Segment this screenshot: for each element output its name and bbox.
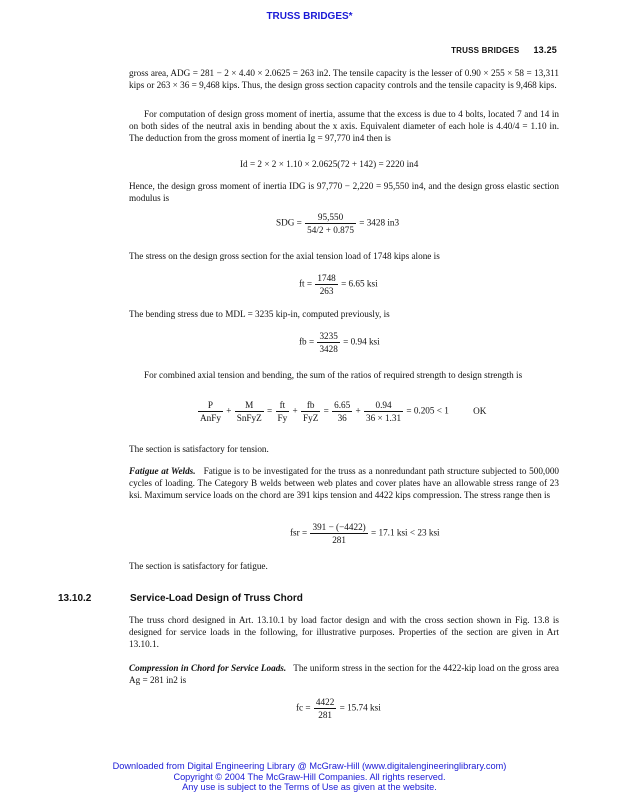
eq-rhs: = 15.74 ksi	[339, 702, 381, 713]
denominator: SnFyZ	[236, 413, 262, 423]
footer-terms-link[interactable]: Any use is subject to the Terms of Use as given at the website.	[182, 782, 437, 792]
numerator: 95,550	[305, 212, 356, 224]
paragraph-gross-area: gross area, ADG = 281 − 2 × 4.40 × 2.0625 = 263 in2. The tensile capacity is the lesser of 0.90 × 255 × 58 = 13,311 kips or 263 × 36 = 9,468 kips. Thus, the design gross section capacity controls and the tensile capacity is 9,468 kips.	[129, 68, 559, 91]
numerator: 4422	[315, 697, 335, 707]
numerator: 391 − (−4422)	[312, 522, 366, 532]
numerator: ft	[276, 400, 290, 412]
fraction	[276, 400, 290, 423]
eq-rhs: = 0.94 ksi	[343, 336, 380, 347]
paragraph-combined: For combined axial tension and bending, the sum of the ratios of required strength to design strength is	[144, 370, 523, 380]
equation-interaction: $\frac{P}{\text{AnFy}}$ + $\frac{M}{\text{SnFyZ}}$ = $\frac{ft}{Fy}$ + $\frac{fb}{\text{FyZ}}$ = $\frac{6.65}{36}$ + $\frac{0.94}{36 \times 1.31}$ = 0.205 < 1 OK	[200, 400, 487, 423]
fraction	[315, 273, 337, 296]
runin-heading: Compression in Chord for Service Loads.	[129, 663, 287, 673]
denominator: 281	[318, 710, 332, 720]
book-title: TRUSS BRIDGES*	[266, 11, 353, 22]
denominator: 54/2 + 0.875	[307, 225, 354, 235]
footer-copyright: Copyright © 2004 The McGraw-Hill Companies. All rights reserved.	[173, 771, 446, 782]
fraction	[310, 522, 367, 545]
fraction	[314, 697, 336, 720]
numerator: 0.94	[364, 400, 403, 412]
equation-fc	[296, 697, 381, 720]
paragraph-compression	[129, 662, 559, 686]
eq-lhs: fc =	[296, 702, 311, 713]
numerator: 3235	[319, 331, 338, 341]
denominator: 36	[337, 413, 347, 423]
numerator: P	[198, 400, 223, 412]
section-title: Service-Load Design of Truss Chord	[130, 593, 303, 604]
ok-label: OK	[473, 405, 487, 416]
numerator: fb	[301, 400, 320, 412]
denominator: 3428	[319, 344, 338, 354]
eq-rhs: = 3428 in3	[359, 217, 400, 228]
footer	[0, 761, 619, 793]
equation-id: Id = 2 × 2 × 1.10 × 2.0625(72 + 142) = 2220 in4	[240, 159, 419, 169]
fraction	[332, 400, 352, 423]
equation-fb	[299, 331, 380, 354]
eq-result: = 0.205 < 1	[406, 405, 449, 416]
fraction	[305, 212, 356, 235]
equation-fsr	[290, 522, 440, 545]
fraction	[364, 400, 403, 423]
paragraph-text: Fatigue is to be investigated for the truss as a nonredundant path structure subjected to 500,000 cycles of loading. The Category B welds between web plates and cover plates have an allowable stress range of 23 ksi. Maximum service loads on the chord are 391 kips tension and 4422 kips compression. The stress range then is	[129, 466, 560, 501]
eq-lhs: fsr =	[290, 527, 308, 538]
paragraph-tension-ok: The section is satisfactory for tension.	[129, 444, 269, 454]
running-head	[451, 45, 557, 55]
fraction	[235, 400, 264, 423]
numerator: 6.65	[334, 400, 351, 410]
eq-rhs: = 17.1 ksi < 23 ksi	[371, 527, 440, 538]
runin-heading: Fatigue at Welds.	[129, 466, 196, 476]
denominator: Fy	[277, 413, 288, 423]
paragraph-service-load: The truss chord designed in Art. 13.10.1 by load factor design and with the cross section shown in Fig. 13.8 is designed for service loads in the following, for illustrative purposes. Properties of the section are given in Art 13.10.1.	[129, 615, 559, 650]
eq-lhs: SDG =	[276, 217, 302, 228]
equation-ft	[299, 273, 378, 296]
numerator: M	[235, 400, 264, 412]
denominator: 36 × 1.31	[366, 413, 402, 423]
paragraph-moment-inertia: For computation of design gross moment of inertia, assume that the excess is due to 4 bolts, located 7 and 14 in on both sides of the neutral axis in bending about the x axis. Equivalent diameter of each hole is 4.40/4 = 1.10 in. The deduction from the gross moment of inertia Ig = 97,770 in4 then is	[129, 109, 559, 144]
eq-lhs: ft =	[299, 278, 313, 289]
section-number: 13.10.2	[58, 593, 92, 604]
denominator: AnFy	[200, 413, 221, 423]
eq-rhs: = 6.65 ksi	[341, 278, 378, 289]
fraction	[317, 331, 339, 354]
paragraph-fatigue	[129, 465, 559, 502]
denominator: 281	[332, 535, 346, 545]
paragraph-bending-stress: The bending stress due to MDL = 3235 kip-in, computed previously, is	[129, 309, 390, 319]
paragraph-stress-axial: The stress on the design gross section for the axial tension load of 1748 kips alone is	[129, 251, 440, 261]
running-head-title: TRUSS BRIDGES	[451, 46, 520, 55]
paragraph-text: The uniform stress in the section for the 4422-kip load on the gross area Ag = 281 in2 is	[129, 663, 559, 686]
paragraph-fatigue-ok: The section is satisfactory for fatigue.	[129, 561, 268, 571]
numerator: 1748	[317, 273, 336, 283]
denominator: 263	[319, 286, 334, 296]
denominator: FyZ	[303, 413, 319, 423]
page-number: 13.25	[533, 45, 557, 55]
equation-sdg	[276, 212, 399, 235]
footer-download-link[interactable]: Downloaded from Digital Engineering Library @ McGraw-Hill (www.digitalengineeringlibrary.com)	[112, 761, 507, 771]
fraction	[301, 400, 320, 423]
fraction	[198, 400, 223, 423]
paragraph-design-gross: Hence, the design gross moment of inertia IDG is 97,770 − 2,220 = 95,550 in4, and the design gross elastic section modulus is	[129, 181, 559, 204]
eq-lhs: fb =	[299, 336, 315, 347]
section-heading	[58, 593, 303, 604]
